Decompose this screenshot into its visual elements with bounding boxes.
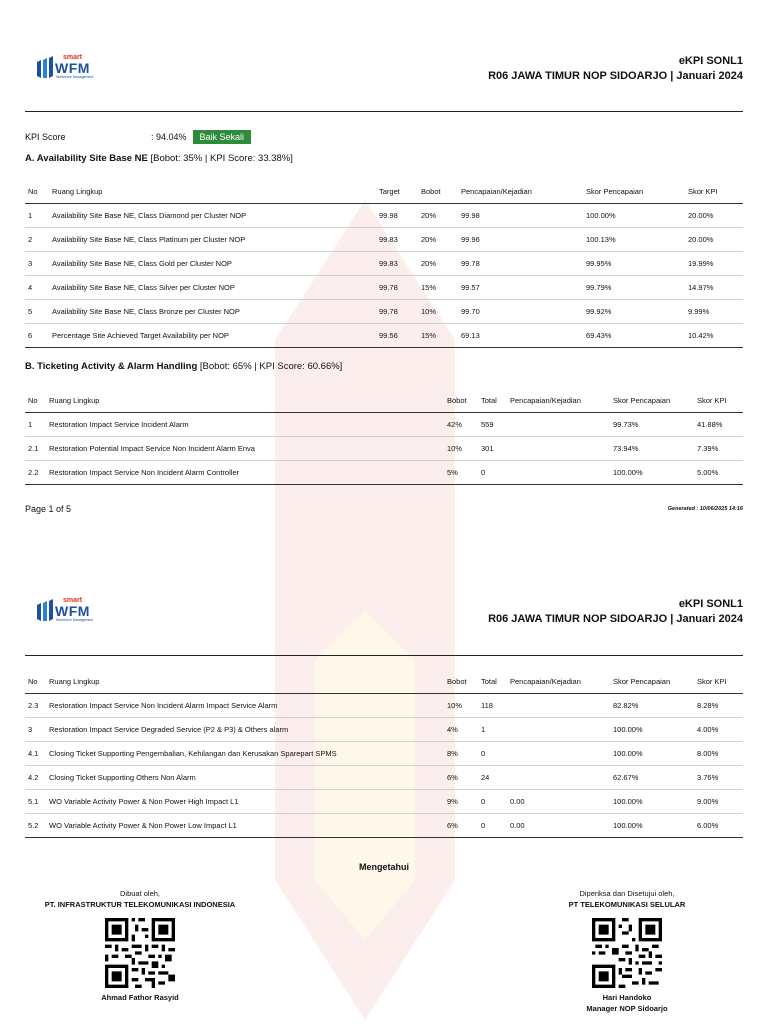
table-cell: 5.2 (25, 813, 46, 837)
table-row (25, 741, 743, 765)
kpi-score-line (25, 130, 251, 144)
table-cell: 0 (478, 741, 507, 765)
table-cell: 99.98 (458, 203, 583, 227)
column-header: No (25, 670, 46, 693)
signature-left (25, 888, 255, 1003)
table-row (25, 460, 743, 484)
table-cell: Availability Site Base NE, Class Bronze per Cluster NOP (49, 299, 376, 323)
signer-name: Hari Handoko (602, 993, 652, 1002)
table-cell: 10% (444, 436, 478, 460)
table-header-row (25, 389, 743, 412)
table-cell: Restoration Impact Service Non Incident Alarm Impact Service Alarm (46, 693, 444, 717)
qr-code-icon (592, 918, 662, 988)
table-cell (507, 460, 610, 484)
table-cell: 99.83 (376, 251, 418, 275)
table-cell: 4.2 (25, 765, 46, 789)
column-header: Skor Pencapaian (610, 389, 694, 412)
column-header: Target (376, 180, 418, 203)
table-cell: 99.78 (376, 299, 418, 323)
table-row (25, 813, 743, 837)
report-subtitle: R06 JAWA TIMUR NOP SIDOARJO | Januari 2024 (488, 70, 743, 82)
table-cell: 99.98 (376, 203, 418, 227)
column-header: Bobot (418, 180, 458, 203)
table-cell: 6% (444, 813, 478, 837)
column-header: Skor KPI (694, 670, 743, 693)
table-cell: 4% (444, 717, 478, 741)
table-cell: 100.00% (610, 789, 694, 813)
table-cell: 99.57 (458, 275, 583, 299)
table-cell: 69.13 (458, 323, 583, 347)
table-row (25, 251, 743, 275)
table-cell: 99.70 (458, 299, 583, 323)
table-cell: 20.00% (685, 227, 743, 251)
column-header: No (25, 389, 46, 412)
section-a-title (25, 153, 293, 164)
section-b-title (25, 361, 342, 372)
signature-right (512, 888, 742, 1014)
table-cell (507, 765, 610, 789)
table-row (25, 412, 743, 436)
table-header-row (25, 670, 743, 693)
kpi-score-value: : 94.04% (151, 132, 187, 142)
table-cell: 6 (25, 323, 49, 347)
column-header: Skor KPI (685, 180, 743, 203)
table-cell: 20% (418, 251, 458, 275)
table-cell: 10.42% (685, 323, 743, 347)
table-cell: 82.82% (610, 693, 694, 717)
table-cell: 6% (444, 765, 478, 789)
table-cell: 4 (25, 275, 49, 299)
signature-org: PT. INFRASTRUKTUR TELEKOMUNIKASI INDONESIA (44, 900, 236, 909)
section-a-heading: A. Availability Site Base NE (25, 153, 148, 164)
table-cell: 20% (418, 227, 458, 251)
generated-timestamp: Generated : 10/06/2025 14:16 (667, 506, 743, 512)
header-divider (25, 111, 743, 112)
page1-header (25, 54, 743, 114)
table-row (25, 323, 743, 347)
table-cell: 118 (478, 693, 507, 717)
table-cell: Availability Site Base NE, Class Silver per Cluster NOP (49, 275, 376, 299)
table-cell: 14.97% (685, 275, 743, 299)
table-cell: 15% (418, 323, 458, 347)
table-cell: Restoration Impact Service Degraded Service (P2 & P3) & Others alarm (46, 717, 444, 741)
table-cell: 99.96 (458, 227, 583, 251)
table-cell: 8% (444, 741, 478, 765)
section-a-table (25, 180, 743, 348)
table-row (25, 299, 743, 323)
section-a-note: [Bobot: 35% | KPI Score: 33.38%] (150, 153, 293, 164)
column-header: Total (478, 670, 507, 693)
table-cell: 3 (25, 251, 49, 275)
table-cell: 4.00% (694, 717, 743, 741)
column-header: Skor KPI (694, 389, 743, 412)
table-cell: 100.00% (610, 460, 694, 484)
report-subtitle: R06 JAWA TIMUR NOP SIDOARJO | Januari 2024 (488, 613, 743, 625)
table-cell: 1 (25, 412, 46, 436)
table-cell: Restoration Impact Service Incident Alarm (46, 412, 444, 436)
table-cell: WO Variable Activity Power & Non Power Low Impact L1 (46, 813, 444, 837)
table-cell: Restoration Potential Impact Service Non Incident Alarm Enva (46, 436, 444, 460)
table-cell: 100.00% (610, 741, 694, 765)
table-header-row (25, 180, 743, 203)
logo-smart-text: smart (63, 54, 83, 61)
table-cell: 10% (444, 693, 478, 717)
column-header: No (25, 180, 49, 203)
wfm-logo-icon (35, 56, 55, 80)
logo-sub-text: Workforce Management (56, 75, 94, 79)
signature-org: PT TELEKOMUNIKASI SELULAR (568, 900, 686, 909)
table-cell: 6.00% (694, 813, 743, 837)
table-cell: 4.1 (25, 741, 46, 765)
table-cell: 0 (478, 460, 507, 484)
table-row (25, 717, 743, 741)
column-header: Total (478, 389, 507, 412)
table-cell: 8.00% (694, 741, 743, 765)
table-cell: Closing Ticket Supporting Pengembalian, Kehilangan dan Kerusakan Sparepart SPMS (46, 741, 444, 765)
table-cell: 2.1 (25, 436, 46, 460)
table-cell: 99.92% (583, 299, 685, 323)
table-cell: 20% (418, 203, 458, 227)
table-cell: 2.3 (25, 693, 46, 717)
column-header: Pencapaian/Kejadian (458, 180, 583, 203)
table-cell: Closing Ticket Supporting Others Non Alarm (46, 765, 444, 789)
table-cell: 69.43% (583, 323, 685, 347)
kpi-score-label: KPI Score (25, 132, 66, 142)
logo-wfm-text: WFM (55, 603, 90, 619)
table-cell: 100.00% (610, 717, 694, 741)
table-cell (507, 436, 610, 460)
table-row (25, 765, 743, 789)
table-cell: Restoration Impact Service Non Incident Alarm Controller (46, 460, 444, 484)
column-header: Bobot (444, 670, 478, 693)
column-header: Bobot (444, 389, 478, 412)
table-cell: 100.00% (583, 203, 685, 227)
table-cell (507, 412, 610, 436)
table-cell: 5.00% (694, 460, 743, 484)
smart-wfm-logo (35, 54, 105, 94)
page-number: Page 1 of 5 (25, 504, 72, 514)
table-cell: Availability Site Base NE, Class Diamond per Cluster NOP (49, 203, 376, 227)
table-cell: 62.67% (610, 765, 694, 789)
report-title: eKPI SONL1 (678, 55, 743, 67)
table-cell: 5.1 (25, 789, 46, 813)
table-cell: 99.78 (376, 275, 418, 299)
table-cell: 41.88% (694, 412, 743, 436)
table-cell: 0 (478, 813, 507, 837)
column-header: Pencapaian/Kejadian (507, 389, 610, 412)
signer-name: Ahmad Fathor Rasyid (101, 993, 179, 1002)
logo-smart-text: smart (63, 597, 83, 604)
table-cell: 19.99% (685, 251, 743, 275)
signature-heading: Mengetahui (358, 862, 409, 872)
section-b-table (25, 389, 743, 485)
table-cell: 559 (478, 412, 507, 436)
table-cell: 5 (25, 299, 49, 323)
table-row (25, 227, 743, 251)
table-cell (507, 717, 610, 741)
table-cell: 9.00% (694, 789, 743, 813)
table-cell: 1 (25, 203, 49, 227)
column-header: Ruang Lingkup (46, 670, 444, 693)
table-cell: 0.00 (507, 789, 610, 813)
table-cell: 7.39% (694, 436, 743, 460)
table-cell: Availability Site Base NE, Class Platinum per Cluster NOP (49, 227, 376, 251)
table-cell: 15% (418, 275, 458, 299)
table-row (25, 203, 743, 227)
column-header: Ruang Lingkup (46, 389, 444, 412)
table-cell (507, 741, 610, 765)
table-cell: 3 (25, 717, 46, 741)
column-header: Skor Pencapaian (583, 180, 685, 203)
table-cell: 99.95% (583, 251, 685, 275)
table-row (25, 436, 743, 460)
signature-caption: Dibuat oleh, (119, 889, 161, 898)
smart-wfm-logo (35, 597, 105, 637)
signer-role: Manager NOP Sidoarjo (586, 1004, 668, 1013)
wfm-logo-icon (35, 599, 55, 623)
table-cell: 99.56 (376, 323, 418, 347)
table-cell: 73.94% (610, 436, 694, 460)
table-cell: Availability Site Base NE, Class Gold per Cluster NOP (49, 251, 376, 275)
table-cell: 2 (25, 227, 49, 251)
table-cell: 3.76% (694, 765, 743, 789)
section-b-heading: B. Ticketing Activity & Alarm Handling (25, 361, 198, 372)
table-cell: 0 (478, 789, 507, 813)
table-cell: Percentage Site Achieved Target Availability per NOP (49, 323, 376, 347)
table-cell: 99.73% (610, 412, 694, 436)
header-divider (25, 655, 743, 656)
table-cell: 42% (444, 412, 478, 436)
table-cell: 9% (444, 789, 478, 813)
column-header: Pencapaian/Kejadian (507, 670, 610, 693)
table-cell: WO Variable Activity Power & Non Power High Impact L1 (46, 789, 444, 813)
table-row (25, 275, 743, 299)
signature-caption: Diperiksa dan Disetujui oleh, (579, 889, 675, 898)
table-cell: 5% (444, 460, 478, 484)
column-header: Ruang Lingkup (49, 180, 376, 203)
table-cell: 20.00% (685, 203, 743, 227)
table-cell: 100.00% (610, 813, 694, 837)
table-row (25, 789, 743, 813)
logo-wfm-text: WFM (55, 60, 90, 76)
status-badge: Baik Sekali (193, 130, 252, 144)
table-cell: 1 (478, 717, 507, 741)
page2-header (25, 597, 743, 657)
column-header: Skor Pencapaian (610, 670, 694, 693)
table-cell: 100.13% (583, 227, 685, 251)
table-cell: 8.28% (694, 693, 743, 717)
logo-sub-text: Workforce Management (56, 618, 94, 622)
section-b-note: [Bobot: 65% | KPI Score: 60.66%] (199, 361, 343, 372)
table-cell: 0.00 (507, 813, 610, 837)
table-cell: 10% (418, 299, 458, 323)
table-cell: 9.99% (685, 299, 743, 323)
table-cell (507, 693, 610, 717)
table-row (25, 693, 743, 717)
table-cell: 99.79% (583, 275, 685, 299)
table-cell: 99.83 (376, 227, 418, 251)
report-title: eKPI SONL1 (678, 598, 743, 610)
table-cell: 301 (478, 436, 507, 460)
continued-table (25, 670, 743, 838)
table-cell: 99.78 (458, 251, 583, 275)
qr-code-icon (105, 918, 175, 988)
table-cell: 24 (478, 765, 507, 789)
table-cell: 2.2 (25, 460, 46, 484)
